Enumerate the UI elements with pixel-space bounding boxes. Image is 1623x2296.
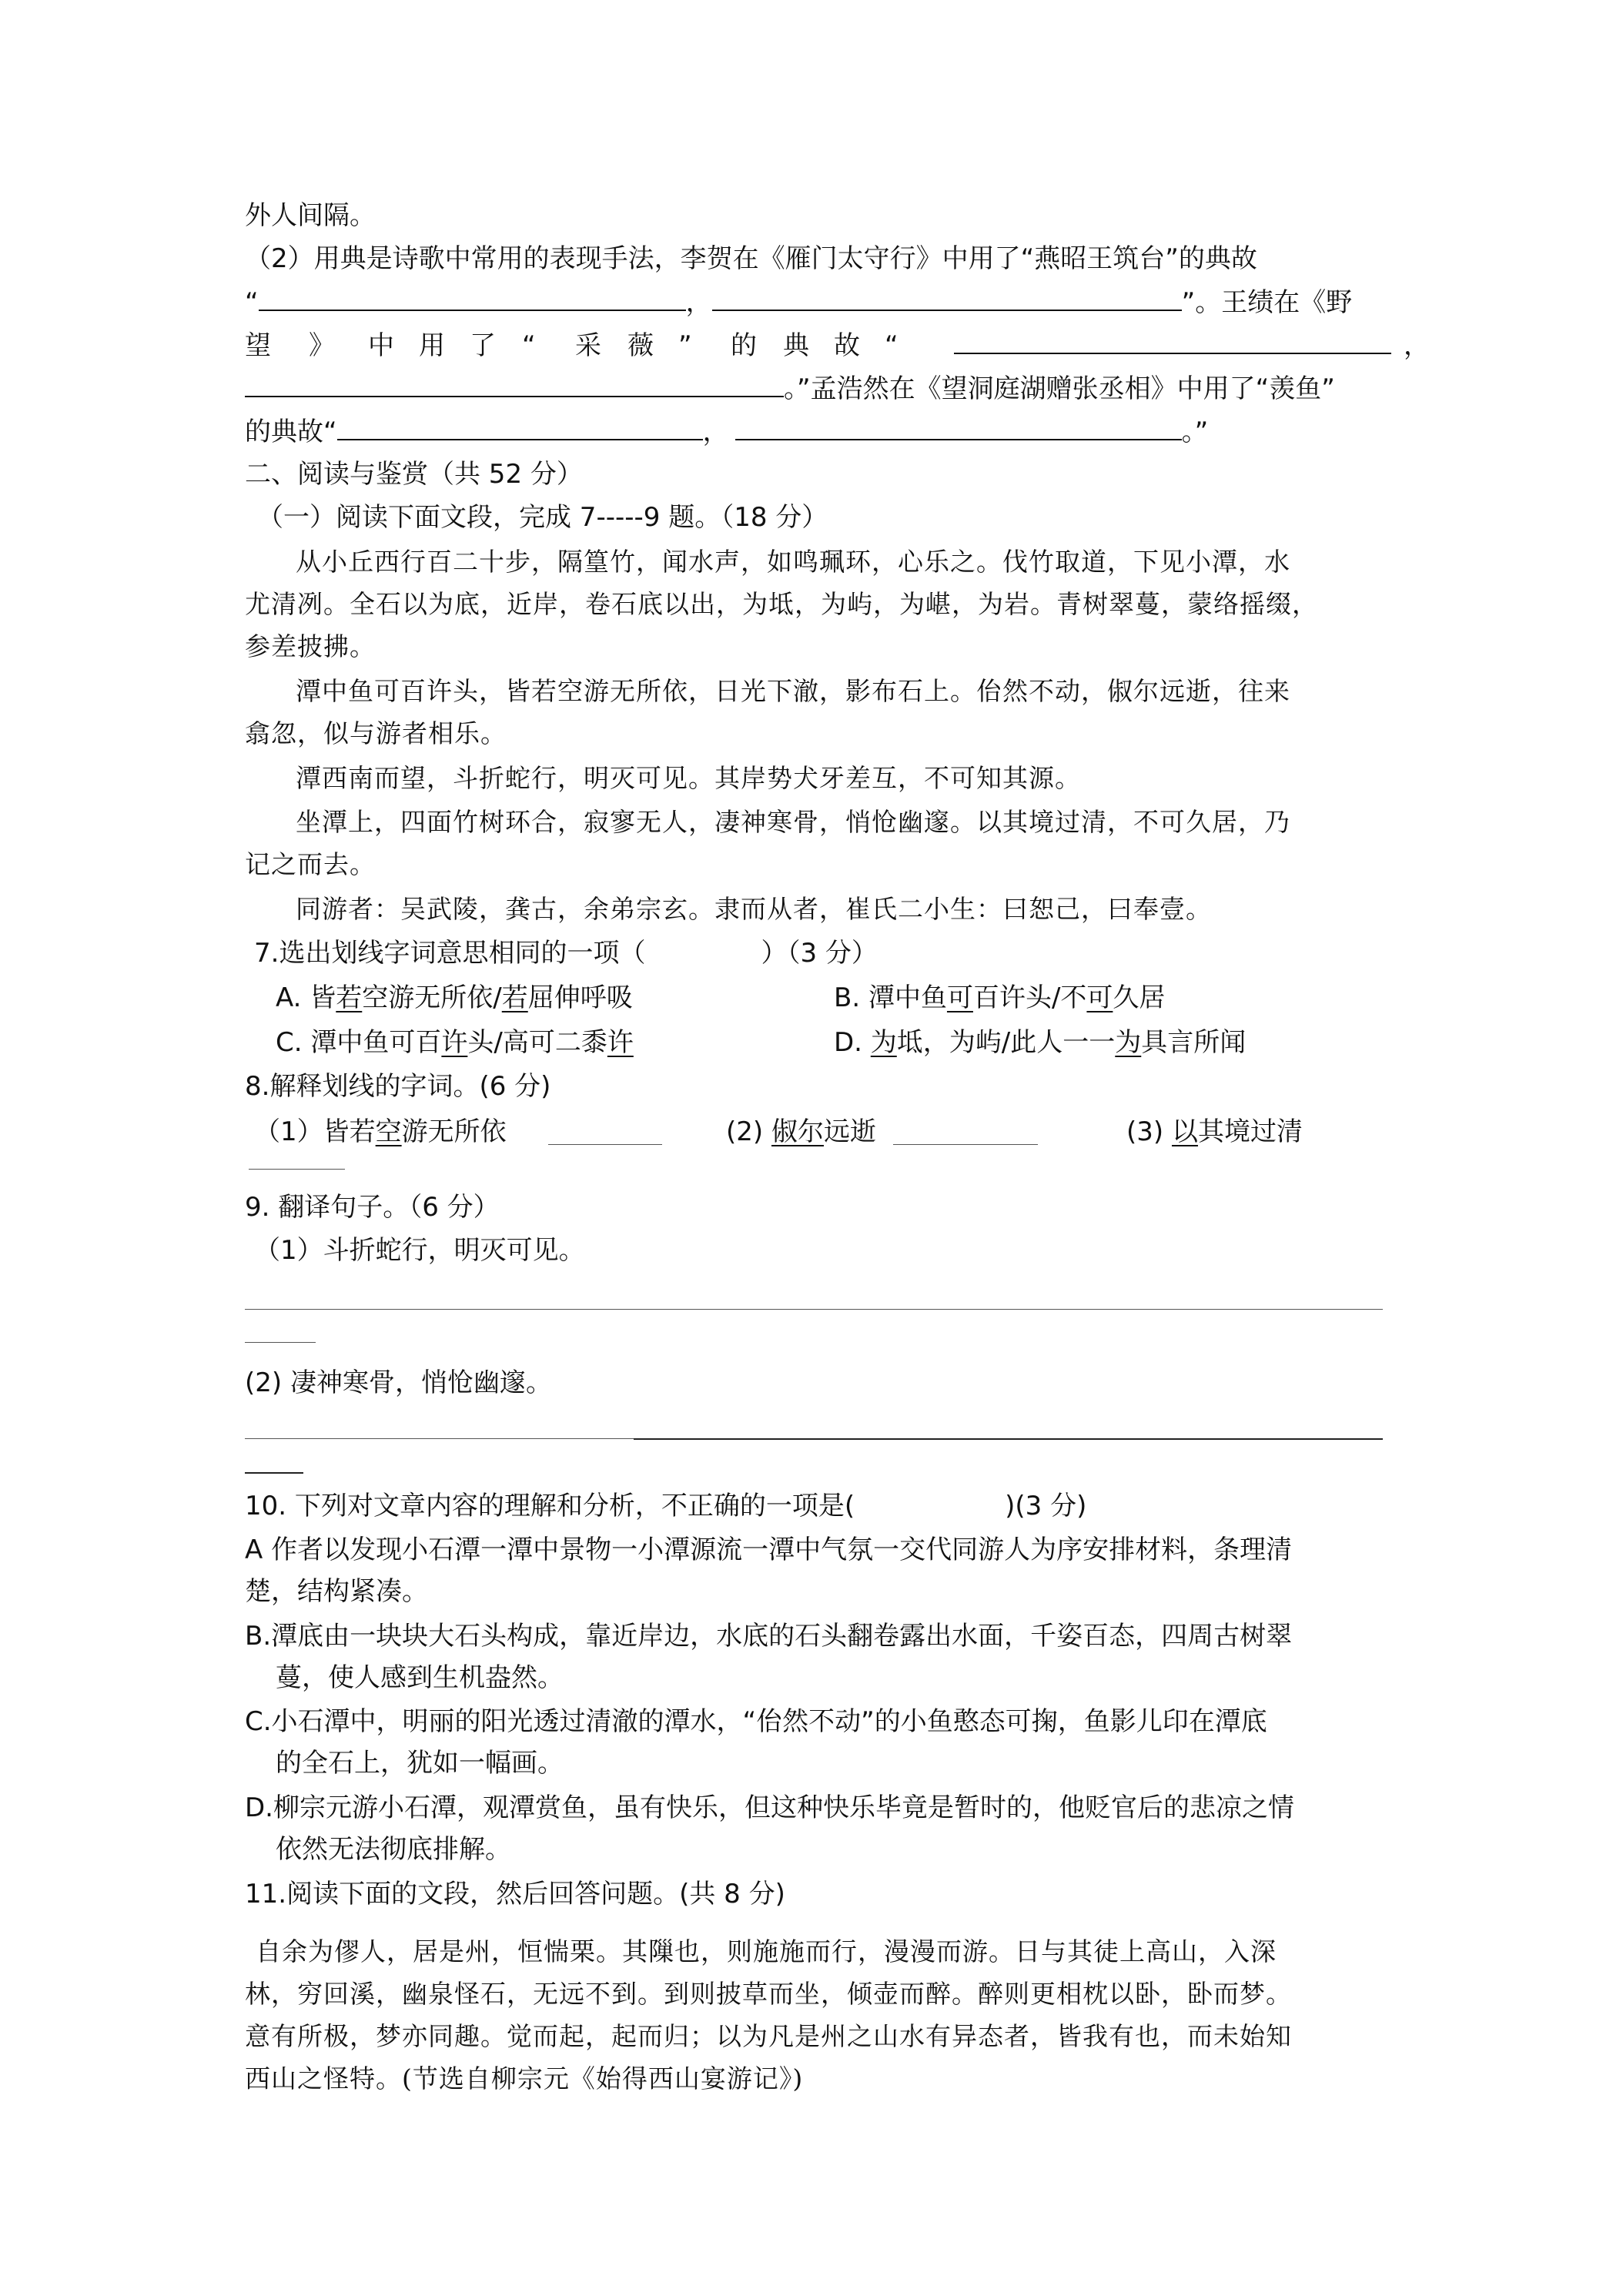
- answer-line[interactable]: [245, 1438, 634, 1439]
- q6-line1: 外人间隔。: [245, 200, 376, 231]
- passage-p1-line1: 从小丘西行百二十步，隔篁竹，闻水声，如鸣珮环，心乐之。伐竹取道，下见小潭，水: [296, 547, 1290, 577]
- section-heading: 二、阅读与鉴赏（共 52 分）: [245, 459, 583, 490]
- answer-blank[interactable]: [954, 330, 1391, 354]
- answer-line[interactable]: [245, 1309, 1383, 1310]
- q7-option-d[interactable]: D. 为坻，为屿/此人一一为具言所闻: [834, 1027, 1247, 1058]
- q7-stem: 7.选出划线字词意思相同的一项（ ）（3 分）: [254, 938, 878, 969]
- q6-line6: 的典故“ ， 。”: [245, 417, 1209, 447]
- q6-line2: （2）用典是诗歌中常用的表现手法，李贺在《雁门太守行》中用了“燕昭王筑台”的典故: [245, 243, 1257, 274]
- answer-blank[interactable]: [337, 416, 703, 440]
- answer-line[interactable]: [634, 1438, 1383, 1440]
- q8-item2: (2) 俶尔远逝: [726, 1116, 876, 1147]
- q10-option-c-line2: 的全石上，犹如一幅画。: [276, 1748, 564, 1779]
- q11-passage-line1: 自余为僇人，居是州，恒惴栗。其隟也，则施施而行，漫漫而游。日与其徒上高山，入深: [256, 1936, 1277, 1966]
- part1-instruction: （一）阅读下面文段，完成 7-----9 题。（18 分）: [257, 502, 828, 533]
- q8-item3: (3) 以其境过清: [1126, 1116, 1303, 1147]
- q9-sentence2: (2) 凄神寒骨，悄怆幽邃。: [245, 1367, 552, 1398]
- answer-blank[interactable]: [259, 286, 686, 311]
- q6-line5: 。”孟浩然在《望洞庭湖赠张丞相》中用了“羡鱼”: [245, 373, 1335, 404]
- q6-line3: “ ， ”。王绩在《野: [245, 287, 1353, 318]
- passage-p1-line3: 参差披拂。: [245, 631, 376, 661]
- answer-line[interactable]: [893, 1144, 1038, 1145]
- answer-line[interactable]: [245, 1342, 316, 1343]
- q6-line4: 望 》 中 用 了 “ 采 薇 ” 的 典 故 “ ，: [245, 330, 1430, 361]
- q7-option-b[interactable]: B. 潭中鱼可百许头/不可久居: [834, 982, 1166, 1013]
- passage-p4-line2: 记之而去。: [245, 849, 376, 879]
- passage-p4-line1: 坐潭上，四面竹树环合，寂寥无人，凄神寒骨，悄怆幽邃。以其境过清，不可久居，乃: [296, 807, 1290, 837]
- q9-sentence1: （1）斗折蛇行，明灭可见。: [254, 1235, 585, 1266]
- q10-option-d-line1[interactable]: D.柳宗元游小石潭，观潭赏鱼，虽有快乐，但这种快乐毕竟是暂时的，他贬官后的悲凉之情: [245, 1792, 1294, 1823]
- answer-blank[interactable]: [735, 416, 1182, 440]
- q11-passage-line2: 林，穷回溪，幽泉怪石，无远不到。到则披草而坐，倾壶而醉。醉则更相枕以卧，卧而梦。: [245, 1979, 1292, 2009]
- q10-option-b-line2: 蔓，使人感到生机盎然。: [276, 1662, 564, 1693]
- q10-option-a-line2: 楚，结构紧凑。: [245, 1576, 428, 1607]
- answer-blank[interactable]: [712, 286, 1182, 311]
- answer-line[interactable]: [548, 1144, 662, 1145]
- q11-stem: 11.阅读下面的文段，然后回答问题。(共 8 分): [245, 1879, 785, 1909]
- q9-stem: 9. 翻译句子。（6 分）: [245, 1192, 500, 1223]
- passage-p2-line1: 潭中鱼可百许头，皆若空游无所依，日光下澈，影布石上。佁然不动，俶尔远逝，往来: [296, 676, 1290, 706]
- passage-p1-line2: 尤清冽。全石以为底，近岸，卷石底以出，为坻，为屿，为嵁，为岩。青树翠蔓，蒙络摇缀，: [245, 589, 1318, 619]
- q8-item1: （1）皆若空游无所依: [254, 1116, 507, 1147]
- q7-option-a[interactable]: A. 皆若空游无所依/若屈伸呼吸: [276, 982, 633, 1013]
- q10-option-b-line1[interactable]: B.潭底由一块块大石头构成，靠近岸边，水底的石头翻卷露出水面，千姿百态，四周古树翠: [245, 1621, 1293, 1652]
- answer-line[interactable]: [245, 1472, 303, 1474]
- passage-p5: 同游者：吴武陵，龚古，余弟宗玄。隶而从者，崔氏二小生：曰恕己，曰奉壹。: [296, 894, 1212, 924]
- q10-option-a-line1[interactable]: A 作者以发现小石潭一潭中景物一小潭源流一潭中气氛一交代同游人为序安排材料，条理清: [245, 1535, 1293, 1565]
- q10-option-c-line1[interactable]: C.小石潭中，明丽的阳光透过清澈的潭水，“佁然不动”的小鱼憨态可掬，鱼影儿印在潭底: [245, 1706, 1267, 1737]
- q7-option-c[interactable]: C. 潭中鱼可百许头/高可二黍许: [276, 1027, 634, 1058]
- q10-option-d-line2: 依然无法彻底排解。: [276, 1834, 511, 1865]
- answer-line[interactable]: [249, 1169, 345, 1170]
- q11-passage-line3: 意有所极，梦亦同趣。觉而起，起而归；以为凡是州之山水有异态者，皆我有也，而未始知: [245, 2021, 1292, 2051]
- passage-p3: 潭西南而望，斗折蛇行，明灭可见。其岸势犬牙差互，不可知其源。: [296, 763, 1081, 793]
- q8-stem: 8.解释划线的字词。(6 分): [245, 1071, 551, 1102]
- q11-passage-line4: 西山之怪特。(节选自柳宗元《始得西山宴游记》): [245, 2063, 804, 2094]
- passage-p2-line2: 翕忽，似与游者相乐。: [245, 718, 507, 748]
- q10-stem: 10. 下列对文章内容的理解和分析，不正确的一项是( )(3 分): [245, 1491, 1087, 1521]
- answer-blank[interactable]: [245, 373, 784, 397]
